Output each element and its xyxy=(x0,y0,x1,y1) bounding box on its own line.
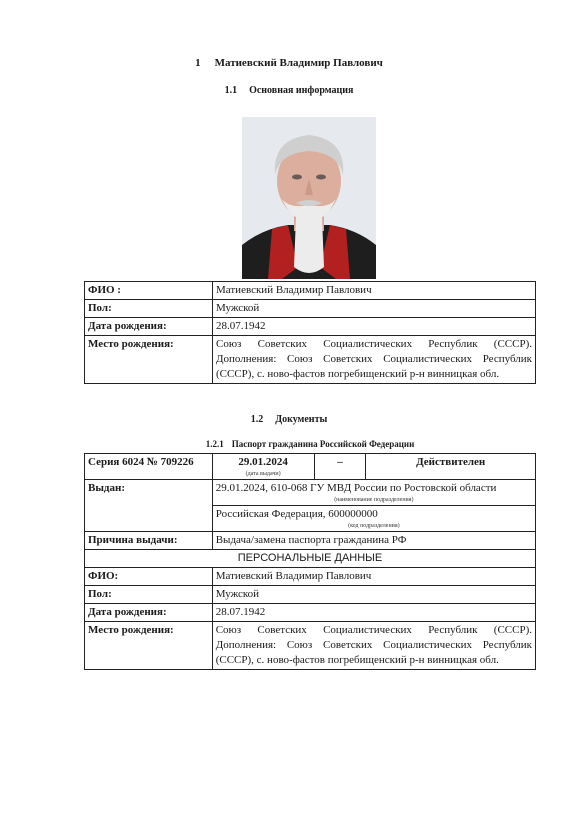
reason-label: Причина выдачи: xyxy=(85,532,213,550)
section-number: 1.2 xyxy=(250,414,264,425)
passport-table xyxy=(84,453,536,670)
table-row xyxy=(85,586,536,604)
table-row xyxy=(85,300,536,318)
passport-series: Серия 6024 № 709226 xyxy=(85,454,213,480)
passport-birth-place-value: Союз Советских Социалистических Республик (СССР). Дополнения: Союз Советских Социалистических Республик (СССР), с. ново-фастов погребищенский р-н винницкая обл. xyxy=(212,622,535,670)
table-row xyxy=(85,604,536,622)
gender-label: Пол: xyxy=(85,300,213,318)
section-heading-main-info xyxy=(0,85,578,96)
passport-fio-value: Матиевский Владимир Павлович xyxy=(212,568,535,586)
issued-by-value: 29.01.2024, 610-068 ГУ МВД России по Ростовской области xyxy=(215,482,497,494)
document-heading xyxy=(0,57,578,69)
birth-place-value: Союз Советских Социалистических Республик (СССР). Дополнения: Союз Советских Социалистических Республик (СССР), с. ново-фастов погребищенский р-н винницкая обл. xyxy=(213,336,536,384)
country-caption: (код подразделения) xyxy=(348,523,400,529)
passport-birth-place-label: Место рождения: xyxy=(85,622,213,670)
table-row xyxy=(85,550,536,568)
passport-gender-value: Мужской xyxy=(212,586,535,604)
person-photo xyxy=(242,117,376,279)
gender-value: Мужской xyxy=(213,300,536,318)
subsection-number: 1.2.1 xyxy=(205,439,224,449)
birth-place-label: Место рождения: xyxy=(85,336,213,384)
section-text: Документы xyxy=(275,414,328,425)
section-heading-documents xyxy=(0,414,578,425)
issue-date-caption: (дата выдачи) xyxy=(245,471,281,477)
fio-value: Матиевский Владимир Павлович xyxy=(213,282,536,300)
subsection-text: Паспорт гражданина Российской Федерации xyxy=(231,439,415,449)
fio-label: ФИО : xyxy=(85,282,213,300)
reason-value: Выдача/замена паспорта гражданина РФ xyxy=(212,532,535,550)
personal-data-title: ПЕРСОНАЛЬНЫЕ ДАННЫЕ xyxy=(85,550,536,568)
subsection-heading-passport xyxy=(84,439,536,449)
passport-gender-label: Пол: xyxy=(85,586,213,604)
country-cell xyxy=(212,506,535,532)
issue-date-cell xyxy=(212,454,314,480)
birth-date-value: 28.07.1942 xyxy=(213,318,536,336)
table-row xyxy=(85,336,536,384)
issue-date: 29.01.2024 xyxy=(238,456,288,468)
passport-birth-date-label: Дата рождения: xyxy=(85,604,213,622)
passport-birth-date-value: 28.07.1942 xyxy=(212,604,535,622)
issued-by-caption: (наименование подразделения) xyxy=(334,497,414,503)
table-row xyxy=(85,622,536,670)
table-row xyxy=(85,282,536,300)
person-info-table xyxy=(84,281,536,384)
passport-status: Действителен xyxy=(366,454,536,480)
table-row xyxy=(85,454,536,480)
table-row xyxy=(85,480,536,506)
issued-by-label: Выдан: xyxy=(85,480,213,532)
passport-fio-label: ФИО: xyxy=(85,568,213,586)
person-photo-image xyxy=(242,117,376,279)
heading-number: 1 xyxy=(195,57,201,69)
section-number: 1.1 xyxy=(224,85,238,96)
table-row xyxy=(85,532,536,550)
table-row xyxy=(85,318,536,336)
dash-cell: – xyxy=(314,454,366,480)
country-value: Российская Федерация, 600000000 xyxy=(215,508,378,520)
birth-date-label: Дата рождения: xyxy=(85,318,213,336)
section-text: Основная информация xyxy=(249,85,354,96)
heading-text: Матиевский Владимир Павлович xyxy=(214,57,383,69)
issued-by-cell xyxy=(212,480,535,506)
table-row xyxy=(85,568,536,586)
